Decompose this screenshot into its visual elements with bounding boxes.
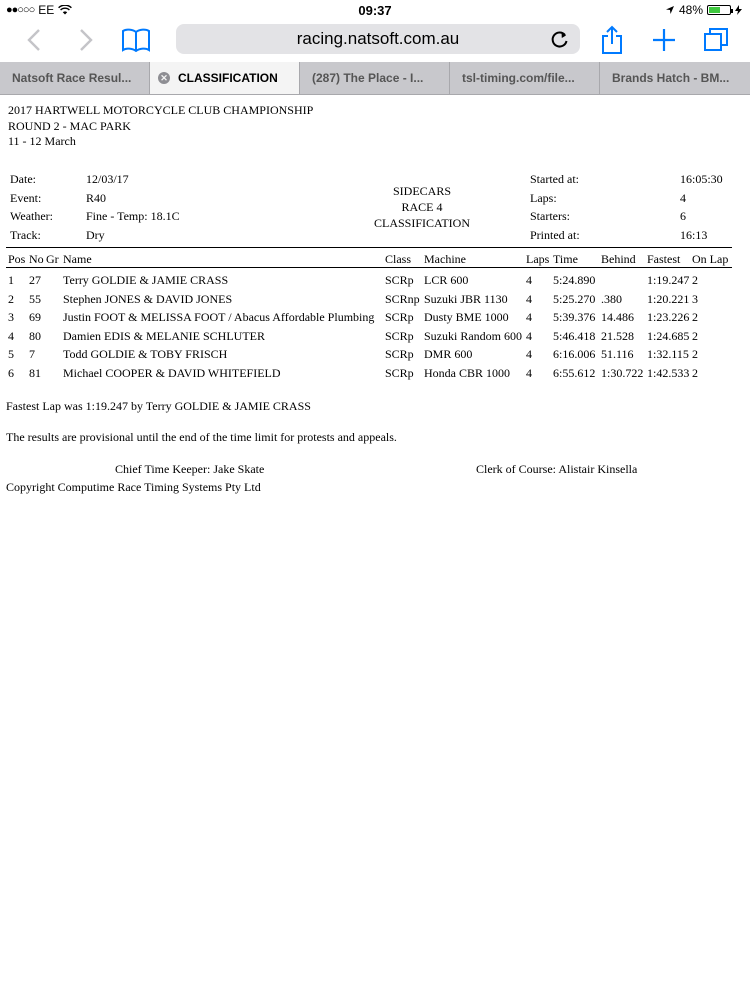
- cell-time: 5:24.890: [553, 273, 596, 287]
- back-button[interactable]: [18, 24, 50, 56]
- cell-no: 55: [29, 291, 41, 306]
- tab-label: (287) The Place - I...: [312, 71, 424, 85]
- book-icon: [121, 28, 151, 52]
- tabs-overview-button[interactable]: [700, 24, 732, 56]
- cell-time: 6:16.006: [553, 347, 596, 361]
- col-time: Time: [553, 252, 578, 266]
- cell-name: Michael COOPER & DAVID WHITEFIELD: [63, 365, 281, 380]
- signal-icon: ●●○○○: [6, 4, 35, 16]
- cell-name: Stephen JONES & DAVID JONES: [63, 291, 233, 306]
- starters-label: Starters:: [530, 209, 570, 223]
- cell-laps: 4: [526, 291, 532, 306]
- cell-cls: SCRnp: [385, 291, 420, 306]
- cell-no: 7: [29, 347, 35, 361]
- tab-label: Brands Hatch - BM...: [612, 71, 730, 85]
- started-value: 16:05:30: [680, 172, 723, 186]
- forward-button[interactable]: [70, 24, 102, 56]
- cell-cls: SCRp: [385, 347, 414, 361]
- championship-title: 2017 HARTWELL MOTORCYCLE CLUB CHAMPIONSHIP: [8, 103, 314, 117]
- clerk-of-course: Clerk of Course: Alistair Kinsella: [476, 462, 638, 476]
- tab-tsl-timing[interactable]: [450, 62, 600, 94]
- cell-onlap: 2: [692, 273, 698, 287]
- cell-fastest: 1:32.115: [647, 347, 689, 361]
- track-label: Track:: [10, 228, 41, 242]
- cell-pos: 4: [8, 328, 14, 343]
- tab-brands-hatch[interactable]: [600, 62, 750, 94]
- chief-time-keeper: Chief Time Keeper: Jake Skate: [115, 462, 265, 476]
- new-tab-button[interactable]: [648, 24, 680, 56]
- cell-time: 5:46.418: [553, 328, 596, 343]
- provisional-note: The results are provisional until the end of the time limit for protests and appeals.: [6, 430, 397, 444]
- laps-value: 4: [680, 191, 686, 205]
- fastest-lap-note: Fastest Lap was 1:19.247 by Terry GOLDIE & JAMIE CRASS: [6, 399, 311, 413]
- cell-onlap: 2: [692, 310, 698, 324]
- cell-onlap: 3: [692, 291, 698, 306]
- tab-label: Natsoft Race Resul...: [12, 71, 132, 85]
- race-heading: [360, 183, 484, 231]
- cell-machine: Suzuki Random 600: [424, 328, 522, 343]
- cell-fastest: 1:19.247: [647, 273, 690, 287]
- cell-machine: LCR 600: [424, 273, 469, 287]
- cell-behind: 21.528: [601, 328, 634, 343]
- close-tab-icon[interactable]: ✕: [158, 72, 170, 84]
- reload-icon[interactable]: [550, 29, 570, 49]
- cell-pos: 5: [8, 347, 14, 361]
- cell-pos: 2: [8, 291, 14, 306]
- col-fastest: Fastest: [647, 252, 681, 266]
- weather-label: Weather:: [10, 209, 54, 223]
- col-name: Name: [63, 252, 92, 266]
- tab-the-place[interactable]: [300, 62, 450, 94]
- cell-laps: 4: [526, 347, 532, 361]
- charging-icon: [735, 5, 742, 15]
- col-class: Class: [385, 252, 412, 266]
- cell-machine: DMR 600: [424, 347, 473, 361]
- plus-icon: [652, 28, 676, 52]
- started-label: Started at:: [530, 172, 579, 186]
- cell-cls: SCRp: [385, 328, 414, 343]
- cell-laps: 4: [526, 310, 532, 324]
- event-dates: 11 - 12 March: [8, 134, 76, 148]
- tab-label: tsl-timing.com/file...: [462, 71, 575, 85]
- cell-machine: Dusty BME 1000: [424, 310, 509, 324]
- event-value: R40: [86, 191, 107, 205]
- col-behind: Behind: [601, 252, 636, 266]
- table-top-rule: [6, 247, 732, 248]
- cell-cls: SCRp: [385, 310, 414, 324]
- cell-machine: Suzuki JBR 1130: [424, 291, 508, 306]
- round-title: ROUND 2 - MAC PARK: [8, 119, 131, 133]
- copyright: Copyright Computime Race Timing Systems Pty Ltd: [6, 480, 261, 494]
- tabs-icon: [703, 27, 729, 53]
- share-button[interactable]: [596, 24, 628, 56]
- cell-machine: Honda CBR 1000: [424, 365, 511, 380]
- cell-laps: 4: [526, 273, 532, 287]
- address-text: racing.natsoft.com.au: [296, 29, 460, 48]
- share-icon: [600, 25, 624, 55]
- cell-laps: 4: [526, 328, 532, 343]
- chevron-right-icon: [78, 28, 94, 52]
- browser-toolbar: [0, 20, 750, 62]
- laps-label: Laps:: [530, 191, 557, 205]
- cell-onlap: 2: [692, 365, 698, 380]
- tab-natsoft[interactable]: [0, 62, 150, 94]
- clock: 09:37: [358, 3, 392, 18]
- cell-fastest: 1:23.226: [647, 310, 690, 324]
- cell-no: 80: [29, 328, 41, 343]
- cell-name: Terry GOLDIE & JAMIE CRASS: [63, 273, 229, 287]
- carrier-label: EE: [38, 3, 55, 17]
- battery-percent: 48%: [678, 3, 703, 17]
- cell-no: 27: [29, 273, 41, 287]
- col-laps: Laps: [526, 252, 550, 266]
- cell-time: 6:55.612: [553, 365, 596, 380]
- printed-value: 16:13: [680, 228, 708, 242]
- cell-name: Justin FOOT & MELISSA FOOT / Abacus Affordable Plumbing: [63, 310, 375, 324]
- cell-behind: 1:30.722: [601, 365, 644, 380]
- cell-onlap: 2: [692, 328, 698, 343]
- track-value: Dry: [86, 228, 105, 242]
- col-gr: Gr: [46, 252, 59, 266]
- tab-label: CLASSIFICATION: [178, 71, 278, 85]
- race-class: SIDECARS: [392, 184, 451, 198]
- cell-pos: 3: [8, 310, 14, 324]
- event-label: Event:: [10, 191, 42, 205]
- cell-pos: 1: [8, 273, 14, 287]
- cell-fastest: 1:24.685: [647, 328, 690, 343]
- cell-no: 69: [29, 310, 41, 324]
- cell-cls: SCRp: [385, 365, 414, 380]
- cell-name: Todd GOLDIE & TOBY FRISCH: [63, 347, 228, 361]
- starters-value: 6: [680, 209, 686, 223]
- printed-label: Printed at:: [530, 228, 580, 242]
- status-bar: [0, 0, 750, 20]
- weather-value: Fine - Temp: 18.1C: [86, 209, 180, 223]
- race-number: RACE 4: [401, 200, 443, 214]
- battery-icon: [707, 5, 731, 15]
- table-header-rule: [6, 267, 732, 268]
- cell-time: 5:39.376: [553, 310, 596, 324]
- tab-classification[interactable]: [150, 62, 300, 94]
- tab-bar: [0, 62, 750, 95]
- cell-pos: 6: [8, 365, 14, 380]
- date-label: Date:: [10, 172, 36, 186]
- cell-laps: 4: [526, 365, 532, 380]
- cell-behind: .380: [601, 291, 622, 306]
- cell-onlap: 2: [692, 347, 698, 361]
- col-pos: Pos: [8, 252, 26, 266]
- cell-behind: 14.486: [601, 310, 634, 324]
- cell-no: 81: [29, 365, 41, 380]
- col-no: No: [29, 252, 44, 266]
- chevron-left-icon: [26, 28, 42, 52]
- cell-behind: 51.116: [601, 347, 634, 361]
- col-on-lap: On Lap: [692, 252, 729, 266]
- cell-fastest: 1:42.533: [647, 365, 690, 380]
- date-value: 12/03/17: [86, 172, 129, 186]
- cell-name: Damien EDIS & MELANIE SCHLUTER: [63, 328, 265, 343]
- address-bar[interactable]: [176, 24, 580, 54]
- race-type: CLASSIFICATION: [373, 216, 470, 230]
- cell-fastest: 1:20.221: [647, 291, 690, 306]
- cell-cls: SCRp: [385, 273, 414, 287]
- cell-time: 5:25.270: [553, 291, 596, 306]
- location-arrow-icon: [665, 5, 675, 15]
- col-machine: Machine: [424, 252, 466, 266]
- bookmarks-button[interactable]: [120, 24, 152, 56]
